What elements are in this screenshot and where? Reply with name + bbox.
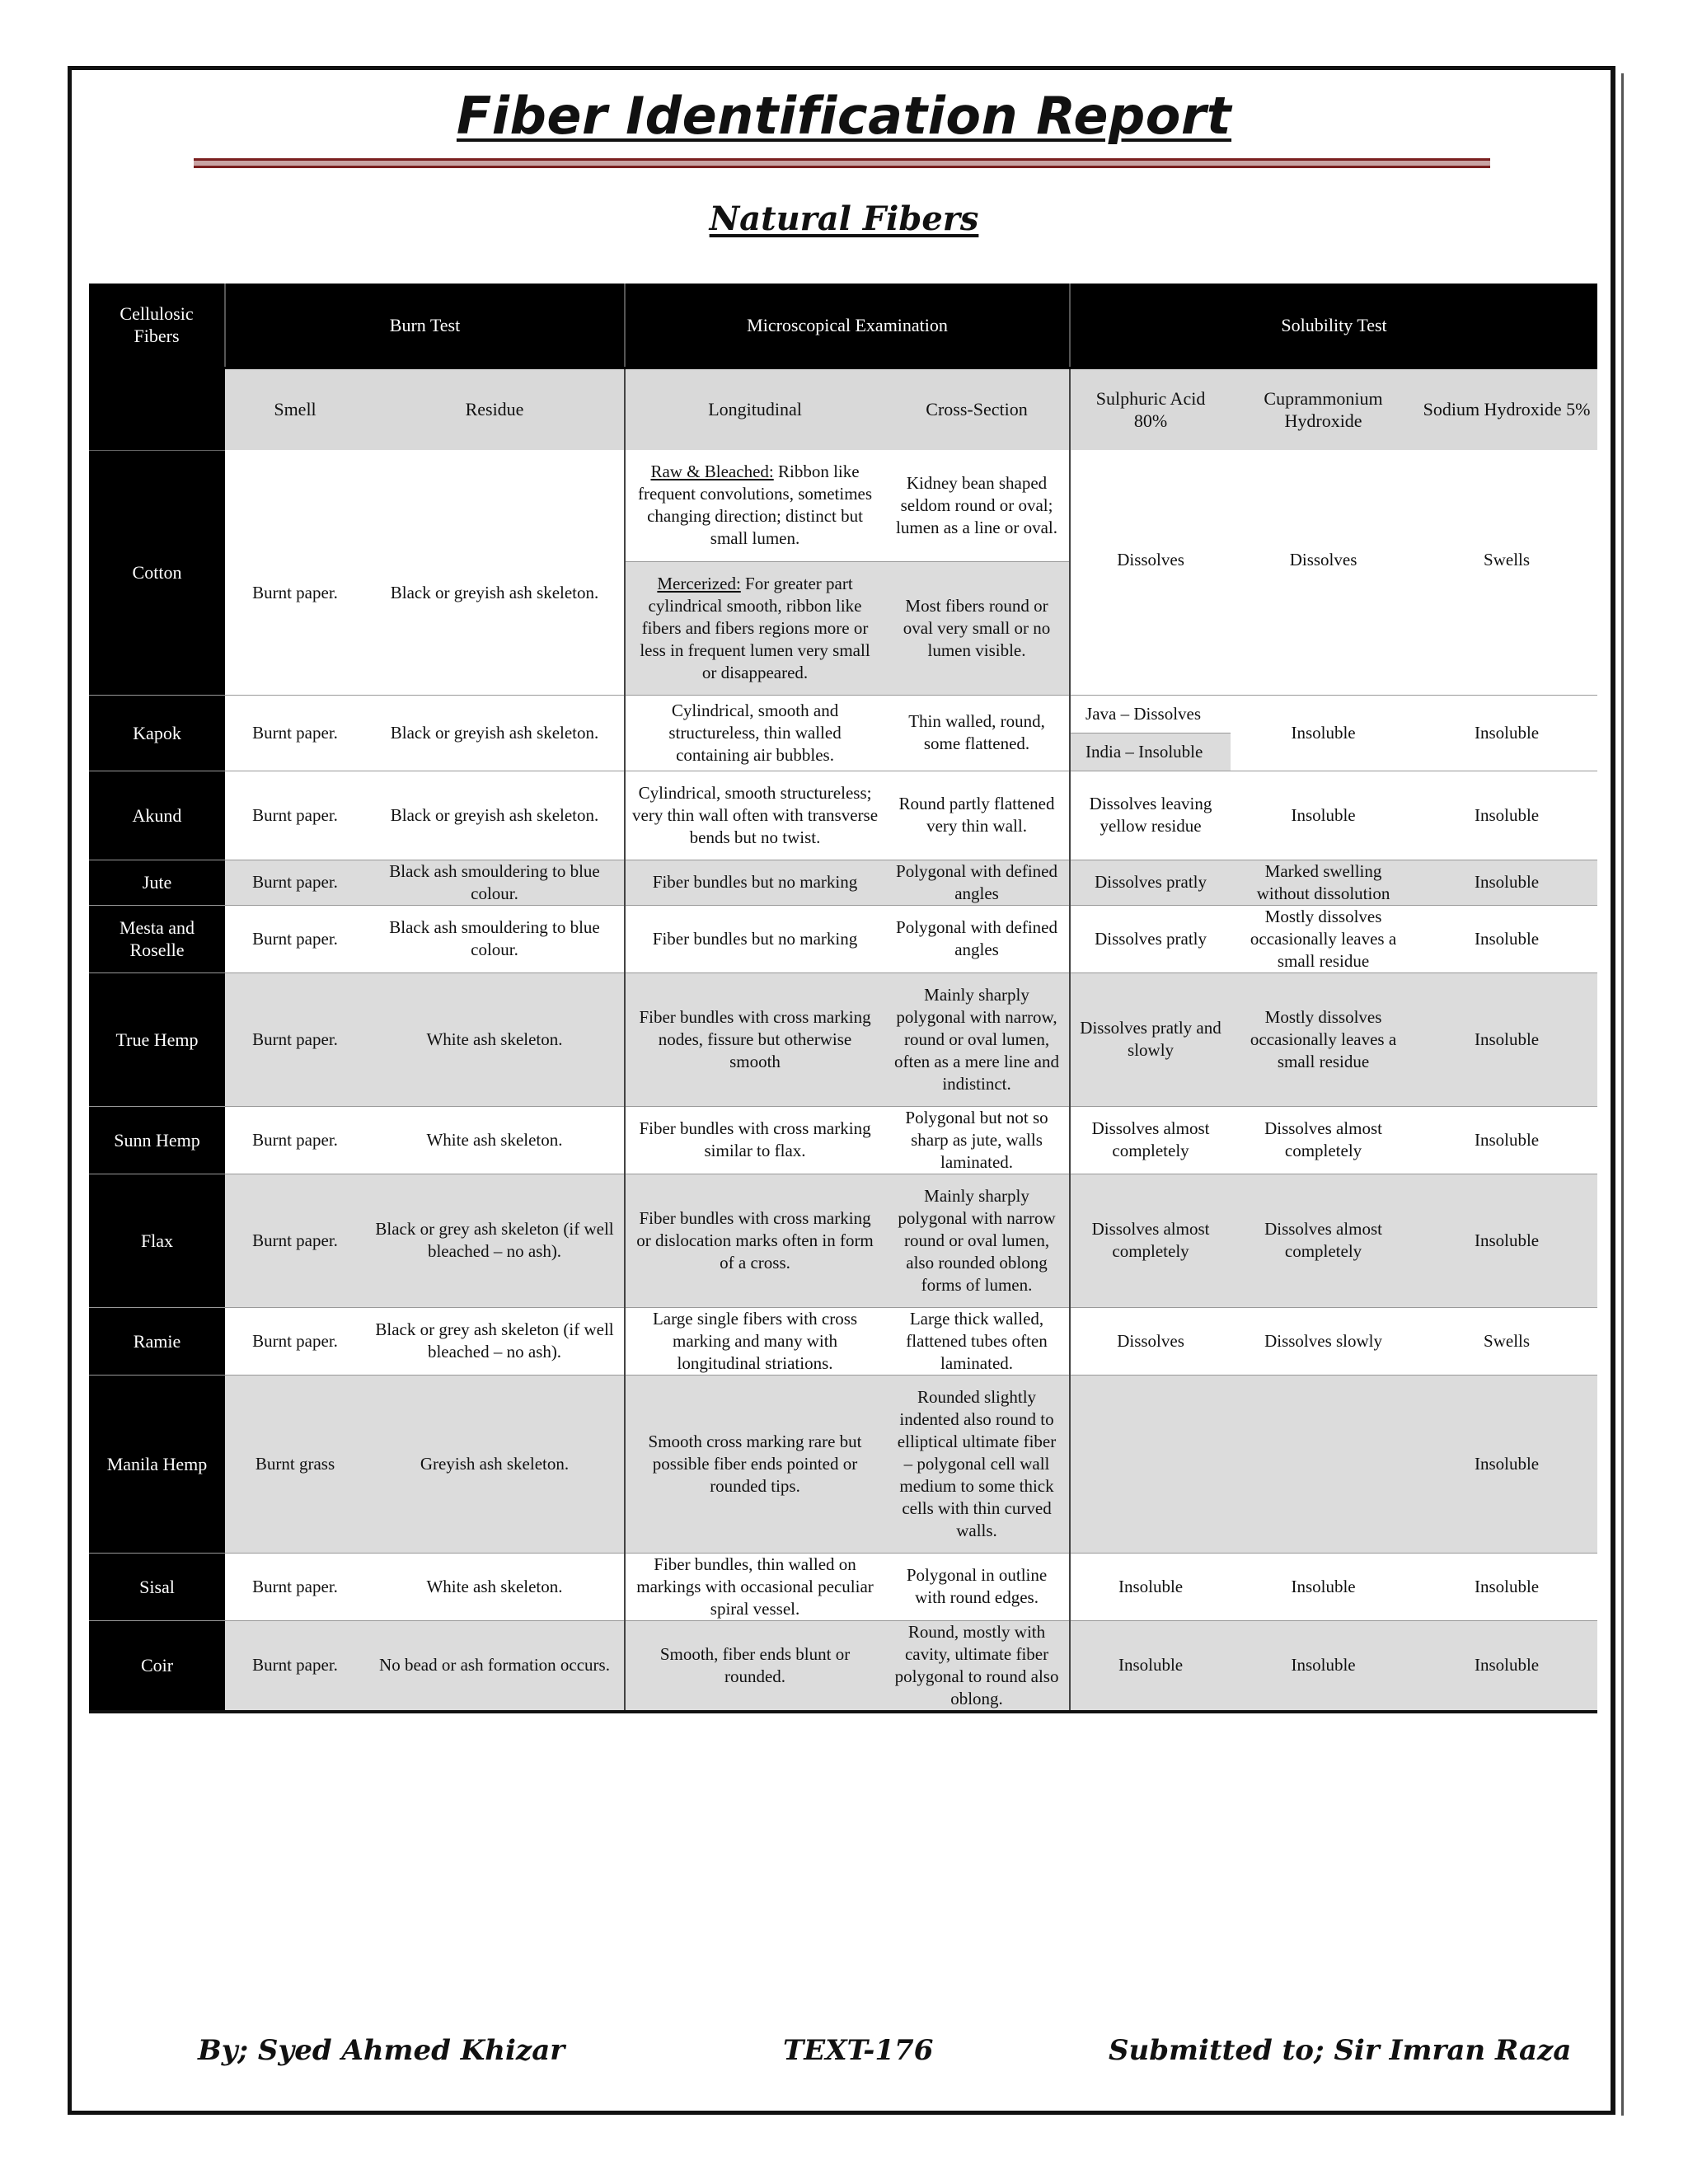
subheader-blank <box>89 368 225 450</box>
header-burn-test: Burn Test <box>225 284 625 368</box>
row-header: Sunn Hemp <box>89 1106 225 1174</box>
header-solubility-test: Solubility Test <box>1070 284 1597 368</box>
residue-cell: White ash skeleton. <box>365 1553 625 1620</box>
table-row-flax <box>89 1174 1597 1307</box>
cross-section-cell: Kidney bean shaped seldom round or oval; lumen as a line or oval. <box>884 450 1070 561</box>
longitudinal-cell: Fiber bundles with cross marking similar to flax. <box>625 1106 884 1174</box>
cotton-mercerized-text: For greater part cylindrical smooth, ribbon like fibers and fibers regions more or less in frequent lumen very small or disappeared. <box>640 573 870 682</box>
residue-cell: Black ash smouldering to blue colour. <box>365 905 625 972</box>
table-row-ramie <box>89 1307 1597 1375</box>
sulphuric-cell: Dissolves <box>1070 450 1231 695</box>
smell-cell: Burnt paper. <box>225 972 365 1106</box>
cuprammonium-cell: Insoluble <box>1231 771 1416 860</box>
table-row-true-hemp <box>89 972 1597 1106</box>
cuprammonium-cell: Mostly dissolves occasionally leaves a small residue <box>1231 905 1416 972</box>
sulphuric-cell: Dissolves <box>1070 1307 1231 1375</box>
subheader-smell: Smell <box>225 368 365 450</box>
row-header: Coir <box>89 1620 225 1712</box>
sulphuric-cell <box>1070 1375 1231 1553</box>
row-header: Kapok <box>89 695 225 771</box>
row-header: Flax <box>89 1174 225 1307</box>
table-row-cotton <box>89 450 1597 561</box>
sulphuric-cell: Dissolves pratly <box>1070 860 1231 905</box>
cotton-mercerized-label: Mercerized: <box>657 573 741 593</box>
residue-cell: No bead or ash formation occurs. <box>365 1620 625 1712</box>
sodium-cell: Swells <box>1416 1307 1597 1375</box>
cuprammonium-cell: Mostly dissolves occasionally leaves a small residue <box>1231 972 1416 1106</box>
sodium-cell: Insoluble <box>1416 1375 1597 1553</box>
residue-cell: Black or greyish ash skeleton. <box>365 771 625 860</box>
residue-cell: Greyish ash skeleton. <box>365 1375 625 1553</box>
cross-section-cell: Polygonal in outline with round edges. <box>884 1553 1070 1620</box>
longitudinal-cell: Large single fibers with cross marking and many with longitudinal striations. <box>625 1307 884 1375</box>
sodium-cell: Insoluble <box>1416 1620 1597 1712</box>
sodium-cell: Insoluble <box>1416 771 1597 860</box>
title-divider <box>194 158 1490 168</box>
longitudinal-cell: Fiber bundles with cross marking or dislocation marks often in form of a cross. <box>625 1174 884 1307</box>
longitudinal-cell: Smooth cross marking rare but possible fiber ends pointed or rounded tips. <box>625 1375 884 1553</box>
sodium-cell: Insoluble <box>1416 695 1597 771</box>
sulphuric-cell: Dissolves pratly and slowly <box>1070 972 1231 1106</box>
table-group-header <box>89 284 1597 368</box>
cotton-raw-text: Ribbon like frequent convolutions, sometimes changing direction; distinct but small lumen. <box>637 462 873 549</box>
row-header: Jute <box>89 860 225 905</box>
cuprammonium-cell: Insoluble <box>1231 1620 1416 1712</box>
smell-cell: Burnt paper. <box>225 1174 365 1307</box>
sulphuric-cell: Dissolves almost completely <box>1070 1174 1231 1307</box>
subheader-cuprammonium: Cuprammonium Hydroxide <box>1231 368 1416 450</box>
table-row-coir <box>89 1620 1597 1712</box>
table-sub-header <box>89 368 1597 450</box>
cuprammonium-cell: Insoluble <box>1231 1553 1416 1620</box>
section-title: Natural Fibers <box>709 199 979 238</box>
row-header: Manila Hemp <box>89 1375 225 1553</box>
cuprammonium-cell: Dissolves almost completely <box>1231 1106 1416 1174</box>
cross-section-cell: Large thick walled, flattened tubes often laminated. <box>884 1307 1070 1375</box>
table-row-sisal <box>89 1553 1597 1620</box>
residue-cell: White ash skeleton. <box>365 1106 625 1174</box>
row-header: Sisal <box>89 1553 225 1620</box>
sodium-cell: Insoluble <box>1416 1106 1597 1174</box>
residue-cell: Black or greyish ash skeleton. <box>365 695 625 771</box>
table-row-akund <box>89 771 1597 860</box>
longitudinal-cell: Fiber bundles with cross marking nodes, fissure but otherwise smooth <box>625 972 884 1106</box>
longitudinal-cell: Cylindrical, smooth structureless; very thin wall often with transverse bends but no twist. <box>625 771 884 860</box>
sodium-cell: Insoluble <box>1416 1174 1597 1307</box>
residue-cell: Black or grey ash skeleton (if well bleached – no ash). <box>365 1307 625 1375</box>
smell-cell: Burnt paper. <box>225 1620 365 1712</box>
table-row-jute <box>89 860 1597 905</box>
longitudinal-cell <box>625 561 884 695</box>
table-row-mesta-roselle <box>89 905 1597 972</box>
sulphuric-cell: Insoluble <box>1070 1553 1231 1620</box>
longitudinal-cell: Cylindrical, smooth and structureless, thin walled containing air bubbles. <box>625 695 884 771</box>
smell-cell: Burnt paper. <box>225 1106 365 1174</box>
sulphuric-cell: Insoluble <box>1070 1620 1231 1712</box>
cotton-raw-label: Raw & Bleached: <box>650 462 774 482</box>
subheader-sodium-hydroxide: Sodium Hydroxide 5% <box>1416 368 1597 450</box>
longitudinal-cell: Smooth, fiber ends blunt or rounded. <box>625 1620 884 1712</box>
residue-cell: Black or greyish ash skeleton. <box>365 450 625 695</box>
cuprammonium-cell: Dissolves slowly <box>1231 1307 1416 1375</box>
smell-cell: Burnt paper. <box>225 771 365 860</box>
cross-section-cell: Round, mostly with cavity, ultimate fiber polygonal to round also oblong. <box>884 1620 1070 1712</box>
sodium-cell: Insoluble <box>1416 972 1597 1106</box>
longitudinal-cell: Fiber bundles, thin walled on markings with occasional peculiar spiral vessel. <box>625 1553 884 1620</box>
smell-cell: Burnt grass <box>225 1375 365 1553</box>
table-row-kapok <box>89 695 1597 733</box>
smell-cell: Burnt paper. <box>225 450 365 695</box>
row-header: True Hemp <box>89 972 225 1106</box>
sulphuric-cell: Dissolves almost completely <box>1070 1106 1231 1174</box>
row-header: Ramie <box>89 1307 225 1375</box>
row-header: Akund <box>89 771 225 860</box>
cross-section-cell: Polygonal with defined angles <box>884 905 1070 972</box>
fiber-identification-table <box>89 284 1597 1713</box>
footer-author: By; Syed Ahmed Khizar <box>198 2034 565 2067</box>
header-cellulosic-fibers: Cellulosic Fibers <box>89 284 225 368</box>
sulphuric-cell-india: India – Insoluble <box>1070 733 1231 771</box>
smell-cell: Burnt paper. <box>225 905 365 972</box>
cuprammonium-cell: Marked swelling without dissolution <box>1231 860 1416 905</box>
sulphuric-cell-java: Java – Dissolves <box>1070 695 1231 733</box>
cross-section-cell: Thin walled, round, some flattened. <box>884 695 1070 771</box>
sodium-cell: Swells <box>1416 450 1597 695</box>
cross-section-cell: Mainly sharply polygonal with narrow round or oval lumen, also rounded oblong forms of lumen. <box>884 1174 1070 1307</box>
longitudinal-cell: Fiber bundles but no marking <box>625 905 884 972</box>
sulphuric-cell: Dissolves leaving yellow residue <box>1070 771 1231 860</box>
table-row-sunn-hemp <box>89 1106 1597 1174</box>
cross-section-cell: Round partly flattened very thin wall. <box>884 771 1070 860</box>
longitudinal-cell <box>625 450 884 561</box>
cross-section-cell: Polygonal but not so sharp as jute, walls laminated. <box>884 1106 1070 1174</box>
sodium-cell: Insoluble <box>1416 905 1597 972</box>
smell-cell: Burnt paper. <box>225 1553 365 1620</box>
subheader-residue: Residue <box>365 368 625 450</box>
subheader-cross-section: Cross-Section <box>884 368 1070 450</box>
row-header: Cotton <box>89 450 225 695</box>
subheader-sulphuric-acid: Sulphuric Acid 80% <box>1070 368 1231 450</box>
report-title: Fiber Identification Report <box>456 86 1232 146</box>
cuprammonium-cell: Dissolves <box>1231 450 1416 695</box>
sodium-cell: Insoluble <box>1416 1553 1597 1620</box>
cross-section-cell: Most fibers round or oval very small or no lumen visible. <box>884 561 1070 695</box>
residue-cell: White ash skeleton. <box>365 972 625 1106</box>
footer-submitted-to: Submitted to; Sir Imran Raza <box>1109 2034 1572 2067</box>
sodium-cell: Insoluble <box>1416 860 1597 905</box>
sulphuric-cell: Dissolves pratly <box>1070 905 1231 972</box>
smell-cell: Burnt paper. <box>225 1307 365 1375</box>
cuprammonium-cell <box>1231 1375 1416 1553</box>
subheader-longitudinal: Longitudinal <box>625 368 884 450</box>
cross-section-cell: Polygonal with defined angles <box>884 860 1070 905</box>
residue-cell: Black or grey ash skeleton (if well bleached – no ash). <box>365 1174 625 1307</box>
cross-section-cell: Mainly sharply polygonal with narrow, round or oval lumen, often as a mere line and indistinct. <box>884 972 1070 1106</box>
row-header: Mesta and Roselle <box>89 905 225 972</box>
cross-section-cell: Rounded slightly indented also round to elliptical ultimate fiber – polygonal cell wall medium to some thick cells with thin curved walls. <box>884 1375 1070 1553</box>
table-row-manila-hemp <box>89 1375 1597 1553</box>
header-microscopical-examination: Microscopical Examination <box>625 284 1070 368</box>
cuprammonium-cell: Insoluble <box>1231 695 1416 771</box>
residue-cell: Black ash smouldering to blue colour. <box>365 860 625 905</box>
longitudinal-cell: Fiber bundles but no marking <box>625 860 884 905</box>
smell-cell: Burnt paper. <box>225 695 365 771</box>
cuprammonium-cell: Dissolves almost completely <box>1231 1174 1416 1307</box>
footer-course-code: TEXT-176 <box>783 2034 934 2067</box>
smell-cell: Burnt paper. <box>225 860 365 905</box>
